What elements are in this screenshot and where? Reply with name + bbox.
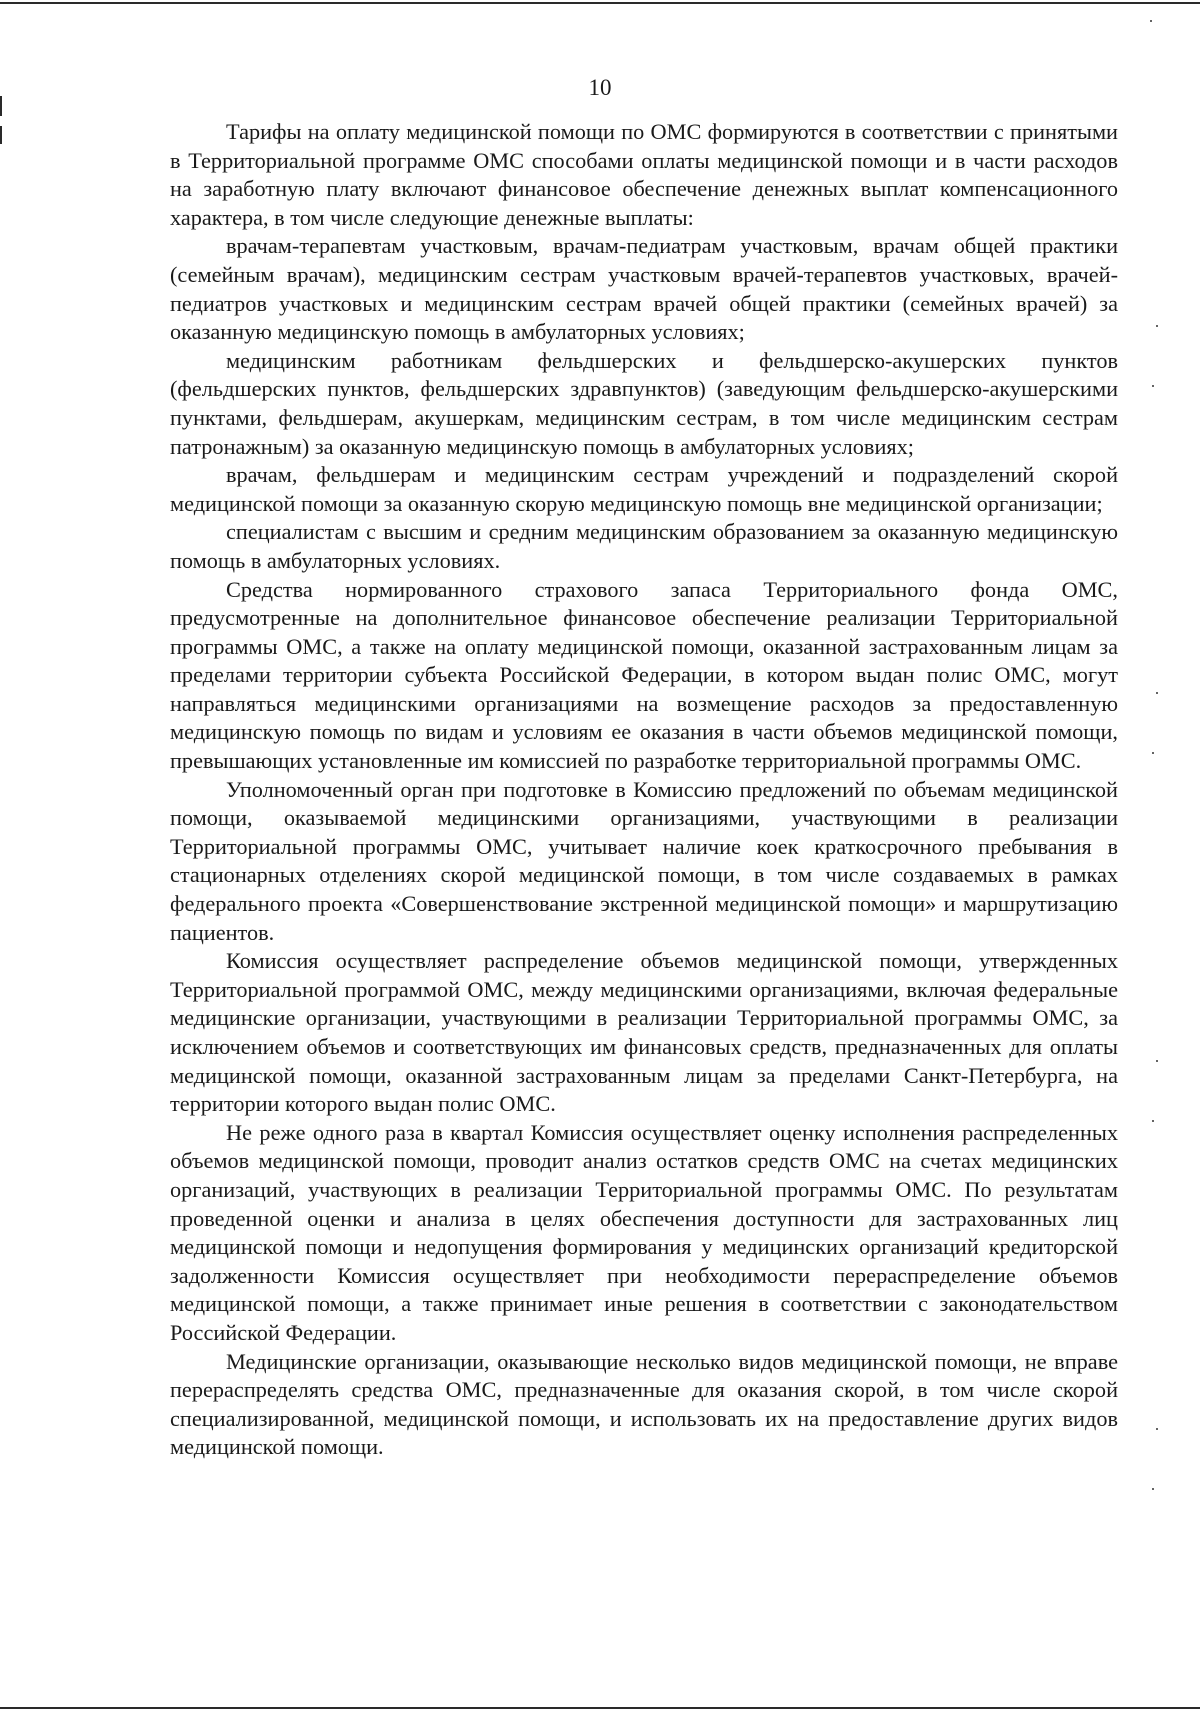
paragraph-redistribution-restriction: Медицинские организации, оказывающие несколько видов медицинской помощи, не вправе перераспределять средства ОМС, предназначенные для оказания скорой, в том числе скорой специализированной, медицинской помощи, и использовать их на предоставление других видов медицинской помощи.	[170, 1348, 1118, 1460]
paragraph-commission-distribution: Комиссия осуществляет распределение объемов медицинской помощи, утвержденных Территориальной программой ОМС, между медицинскими организациями, включая федеральные медицинские организации, участвующими в реализации Территориальной программы ОМС, за исключением объемов и соответствующих им финансовых средств, предназначенных для оплаты медицинской помощи, оказанной застрахованным лицам за пределами Санкт-Петербурга, на территории которого выдан полис ОМС.	[170, 948, 1118, 1117]
scan-speck	[1156, 325, 1158, 327]
paragraph-tariffs: Тарифы на оплату медицинской помощи по ОМС формируются в соответствии с принятыми в Территориальной программе ОМС способами оплаты медицинской помощи и в части расходов на заработную плату включают финансовое обеспечение денежных выплат компенсационного характера, в том числе следующие денежные выплаты:	[170, 119, 1118, 230]
scan-speck	[1152, 1488, 1154, 1490]
paragraph-quarterly-evaluation: Не реже одного раза в квартал Комиссия осуществляет оценку исполнения распределенных объемов медицинской помощи, проводит анализ остатков средств ОМС на счетах медицинских организаций, участвующих в реализации Территориальной программы ОМС. По результатам проведенной оценки и анализа в целях обеспечения доступности для застрахованных лиц медицинской помощи и недопущения формирования у медицинских организаций кредиторской задолженности Комиссия осуществляет при необходимости перераспределение объемов медицинской помощи, а также принимает иные решения в соответствии с законодательством Российской Федерации.	[170, 1119, 1118, 1345]
paragraph-ambulance-staff: врачам, фельдшерам и медицинским сестрам учреждений и подразделений скорой медицинской помощи за оказанную скорую медицинскую помощь вне медицинской организации;	[170, 462, 1118, 516]
scan-speck	[1152, 385, 1154, 387]
scan-speck	[1156, 1060, 1158, 1062]
scan-speck	[1152, 1120, 1154, 1122]
scan-speck	[1152, 752, 1154, 754]
paragraph-authorized-body: Уполномоченный орган при подготовке в Комиссию предложений по объемам медицинской помощи, оказываемой медицинскими организациями, участвующими в реализации Территориальной программы ОМС, учитывает наличие коек краткосрочного пребывания в стационарных отделениях скорой медицинской помощи, в том числе создаваемых в рамках федерального проекта «Совершенствование экстренной медицинской помощи» и маршрутизацию пациентов.	[170, 776, 1118, 945]
document-body	[170, 118, 1118, 1462]
scan-top-border	[0, 2, 1200, 4]
scan-speck	[1156, 1428, 1158, 1430]
page-number: 10	[588, 75, 612, 100]
scan-speck	[1150, 20, 1152, 22]
scan-speck	[1156, 692, 1158, 694]
paragraph-specialists: специалистам с высшим и средним медицинским образованием за оказанную медицинскую помощь в амбулаторных условиях.	[170, 519, 1118, 573]
scan-left-mark	[0, 126, 2, 144]
paragraph-insurance-reserve: Средства нормированного страхового запаса Территориального фонда ОМС, предусмотренные на дополнительное финансовое обеспечение реализации Территориальной программы ОМС, а также на оплату медицинской помощи, оказанной застрахованным лицам за пределами территории субъекта Российской Федерации, в котором выдан полис ОМС, могут направляться медицинскими организациями на возмещение расходов за предоставленную медицинскую помощь по видам и условиям ее оказания в части объемов медицинской помощи, превышающих установленные им комиссией по разработке территориальной программы ОМС.	[170, 576, 1118, 774]
scan-bottom-border	[0, 1707, 1200, 1709]
paragraph-feldsher-stations: медицинским работникам фельдшерских и фельдшерско-акушерских пунктов (фельдшерских пунктов, фельдшерских здравпунктов) (заведующим фельдшерско-акушерскими пунктами, фельдшерам, акушеркам, медицинским сестрам, в том числе медицинским сестрам патронажным) за оказанную медицинскую помощь в амбулаторных условиях;	[170, 347, 1118, 459]
paragraph-district-doctors: врачам-терапевтам участковым, врачам-педиатрам участковым, врачам общей практики (семейным врачам), медицинским сестрам участковым врачей-терапевтов участковых, врачей-педиатров участковых и медицинским сестрам врачей общей практики (семейных врачей) за оказанную медицинскую помощь в амбулаторных условиях;	[170, 233, 1118, 345]
